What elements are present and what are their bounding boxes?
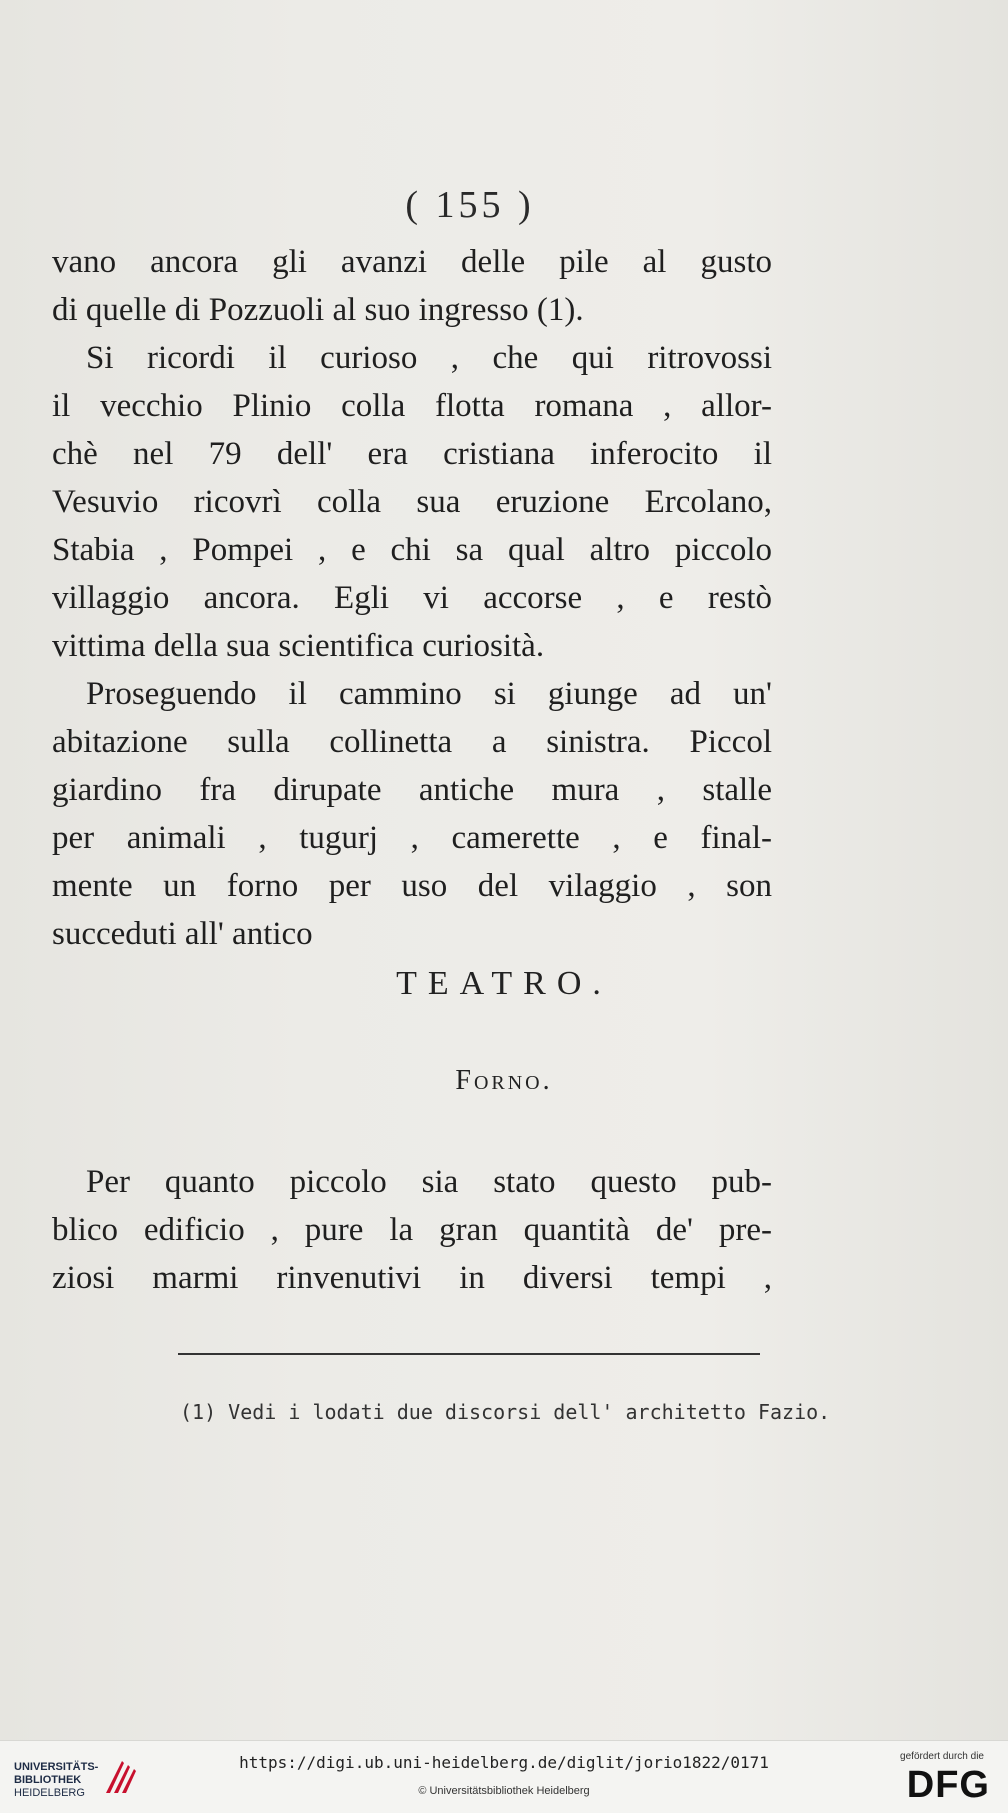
footnote-rule [178,1353,760,1355]
text-line: mente un forno per uso del vilaggio , son [52,868,772,904]
body-text-lower [52,1158,772,1302]
text-line: vittima della sua scientifica curiosità. [52,628,545,664]
text-line: Vesuvio ricovrì colla sua eruzione Ercolano, [52,484,772,520]
text-line: Per quanto piccolo sia stato questo pub- [86,1164,772,1200]
text-line: Stabia , Pompei , e chi sa qual altro piccolo [52,532,772,568]
footnote: (1) Vedi i lodati due discorsi dell' architetto Fazio. [180,1400,831,1424]
body-text-upper [52,238,772,958]
text-line: ziosi marmi rinvenutivi in diversi tempi , [52,1260,772,1296]
text-line: blico edificio , pure la gran quantità de' pre- [52,1212,772,1248]
text-line: succeduti all' antico [52,916,313,952]
copyright-text: © Universitätsbibliothek Heidelberg [418,1785,590,1797]
text-line: Proseguendo il cammino si giunge ad un' [86,676,772,712]
section-heading-teatro: TEATRO. [396,965,612,1002]
text-line: chè nel 79 dell' era cristiana inferocito il [52,436,772,472]
text-line: per animali , tugurj , camerette , e final- [52,820,772,856]
text-line: villaggio ancora. Egli vi accorse , e restò [52,580,772,616]
library-name-line1: UNIVERSITÄTS- [14,1761,99,1773]
footer-bar [0,1740,1008,1813]
text-line: vano ancora gli avanzi delle pile al gusto [52,244,772,280]
text-line: di quelle di Pozzuoli al suo ingresso (1). [52,292,584,328]
page-number: ( 155 ) [405,184,535,226]
funding-note: gefördert durch die [900,1751,984,1762]
section-subheading-forno: Forno. [455,1065,553,1096]
dfg-logo[interactable]: DFG [906,1764,990,1806]
text-line: il vecchio Plinio colla flotta romana , allor- [52,388,772,424]
library-name-line2: BIBLIOTHEK [14,1774,82,1786]
text-line: abitazione sulla collinetta a sinistra. Piccol [52,724,772,760]
text-line: Si ricordi il curioso , che qui ritrovossi [86,340,772,376]
library-name-line3: HEIDELBERG [14,1787,85,1799]
permalink-url[interactable]: https://digi.ub.uni-heidelberg.de/diglit/jorio1822/0171 [239,1753,769,1772]
text-line: giardino fra dirupate antiche mura , stalle [52,772,772,808]
